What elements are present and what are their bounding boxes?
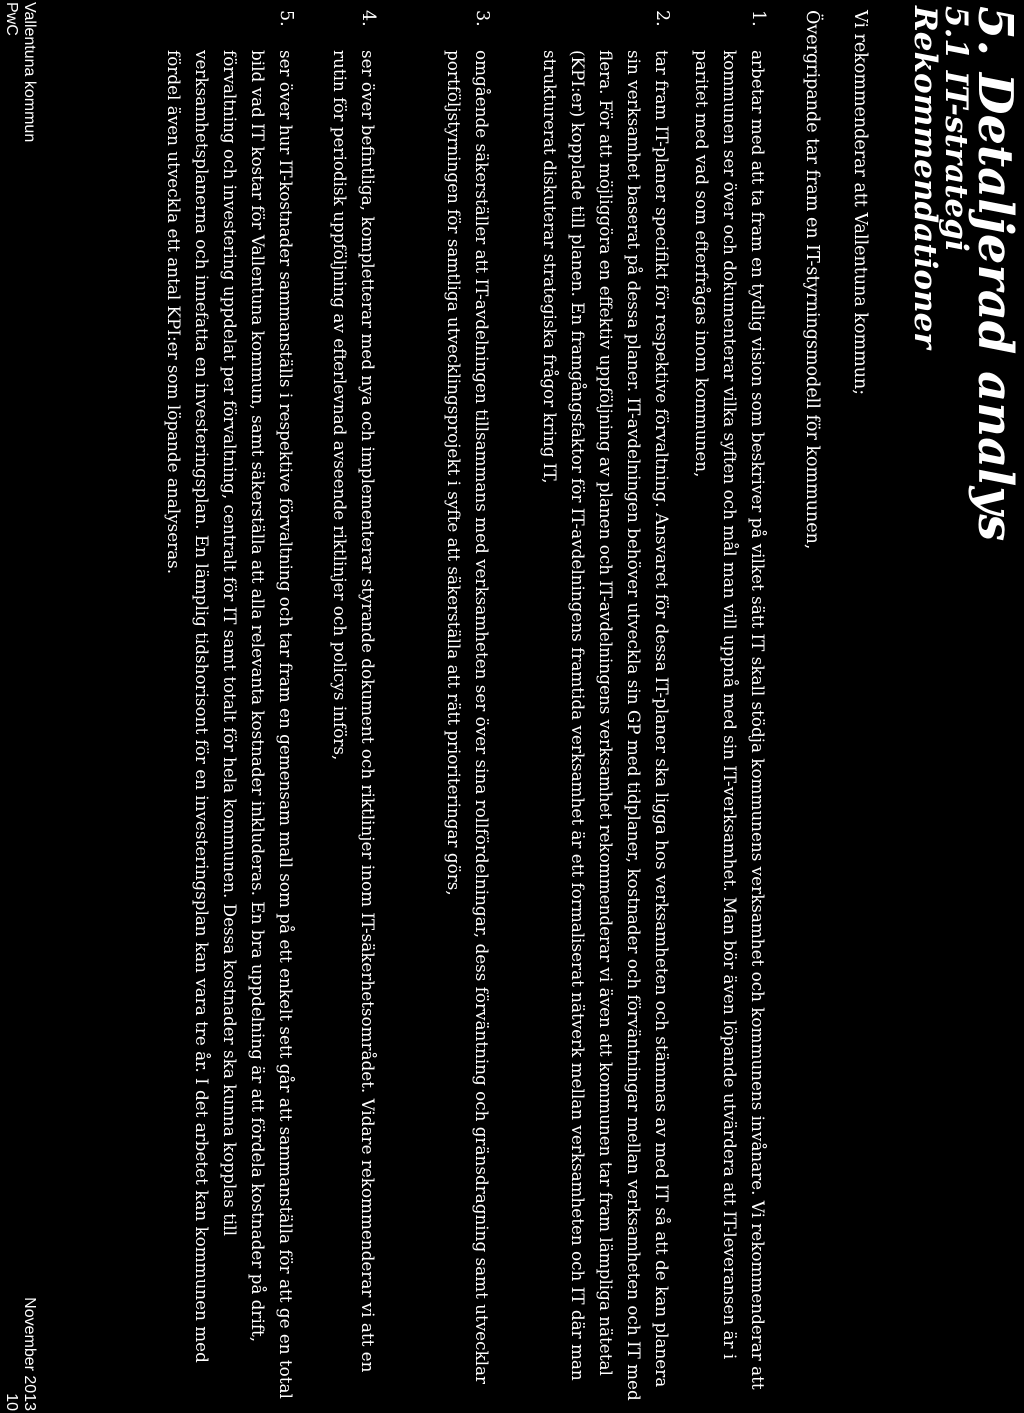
footer-firm: PwC <box>3 2 20 36</box>
section-heading: 5.1 IT-strategi <box>938 6 974 252</box>
list-item-number: 1. <box>748 10 768 27</box>
intro-paragraph: Vi rekommenderar att Vallentuna kommun; <box>850 10 870 396</box>
chapter-heading: 5. Detaljerad analys <box>967 6 1023 542</box>
list-item-text: tar fram IT-planer specifikt för respektive förvaltning. Ansvaret för dessa IT-planer ska ligga hos verksamheten och stämmas av med IT så att de kan planera sin verksamhet baserat på dessa planer. IT-avdelningen behöver utveckla sin GP med tidplaner, kostnader och förväntningar mellan verksamheten och IT med flera. För att möjliggöra en effektiv uppföljning av planen och IT-avdelningens verksamhet rekommenderar vi även att kommunen tar fram lämpliga nätetal (KPI:er) kopplade till planen. En framgångsfaktor för IT-avdelningens framtida verksamhet är ett formaliserat nätverk mellan verksamheten och IT där man strukturerat diskuterar strategiska frågor kring IT, <box>540 50 672 1401</box>
list-item-text: arbetar med att ta fram en tydlig vision som beskriver på vilket sätt IT skall stödja kommunens verksamhet och kommunens invånare. Vi rekommenderar att kommunen ser över och dokumenterar vilka syften och mål man vill uppnå med sin IT-verksamhet. Man bör även löpande utvärdera att IT-leveransen är i paritet med vad som efterfrågas inom kommunen, <box>692 50 768 1390</box>
list-item-number: 5. <box>276 10 296 27</box>
list-item-number: 2. <box>652 10 672 27</box>
footer-date: November 2013 <box>21 1297 38 1411</box>
list-item-text: ser över hur IT-kostnader sammanställs i respektive förvaltning och tar fram en gemensam mall som på ett enkelt sett går att sammanställa för att ge en total bild vad IT kostar för Vallentuna kommun, samt säkerställa att alla relevanta kostnader inkluderas. En bra uppdelning är att fördela kostnader på drift, förvaltning och investering uppdelat per förvaltning, centralt för IT samt totalt för hela kommunen. Dessa kostnader ska kunna kopplas till verksamhetsplanerna och innefatta en investeringsplan. En lämplig tidshorisont för en investeringsplan kan vara tre år. I det arbetet kan kommunen med fördel även utveckla ett antal KPI:er som löpande analyseras. <box>164 50 296 1399</box>
overall-paragraph: Övergripande tar fram en IT-styrningsmodell för kommunen, <box>802 10 822 550</box>
footer-organization: Vallentuna kommun <box>21 2 38 143</box>
list-item-text: ser över befintliga, kompletterar med nya och implementerar styrande dokument och riktlinjer inom IT-säkerhetsområdet. Vidare rekommenderar vi att en rutin för periodisk uppföljning av efterlevnad avseende riktlinjer och policys införs, <box>330 50 378 1373</box>
list-item-number: 4. <box>358 10 378 27</box>
subsection-heading: Rekommendationer <box>907 6 943 349</box>
list-item-text: omgående säkerställer att IT-avdelningen tillsammans med verksamheten ser över sina rollfördelningar, dess förväntning och gränsdragning samt utvecklar portföljstyrningen för samtliga utvecklingsprojekt i syfte att säkerställa att rätt prioriteringar görs, <box>444 50 492 1385</box>
page-number: 10 <box>3 1393 20 1411</box>
list-item-number: 3. <box>472 10 492 27</box>
